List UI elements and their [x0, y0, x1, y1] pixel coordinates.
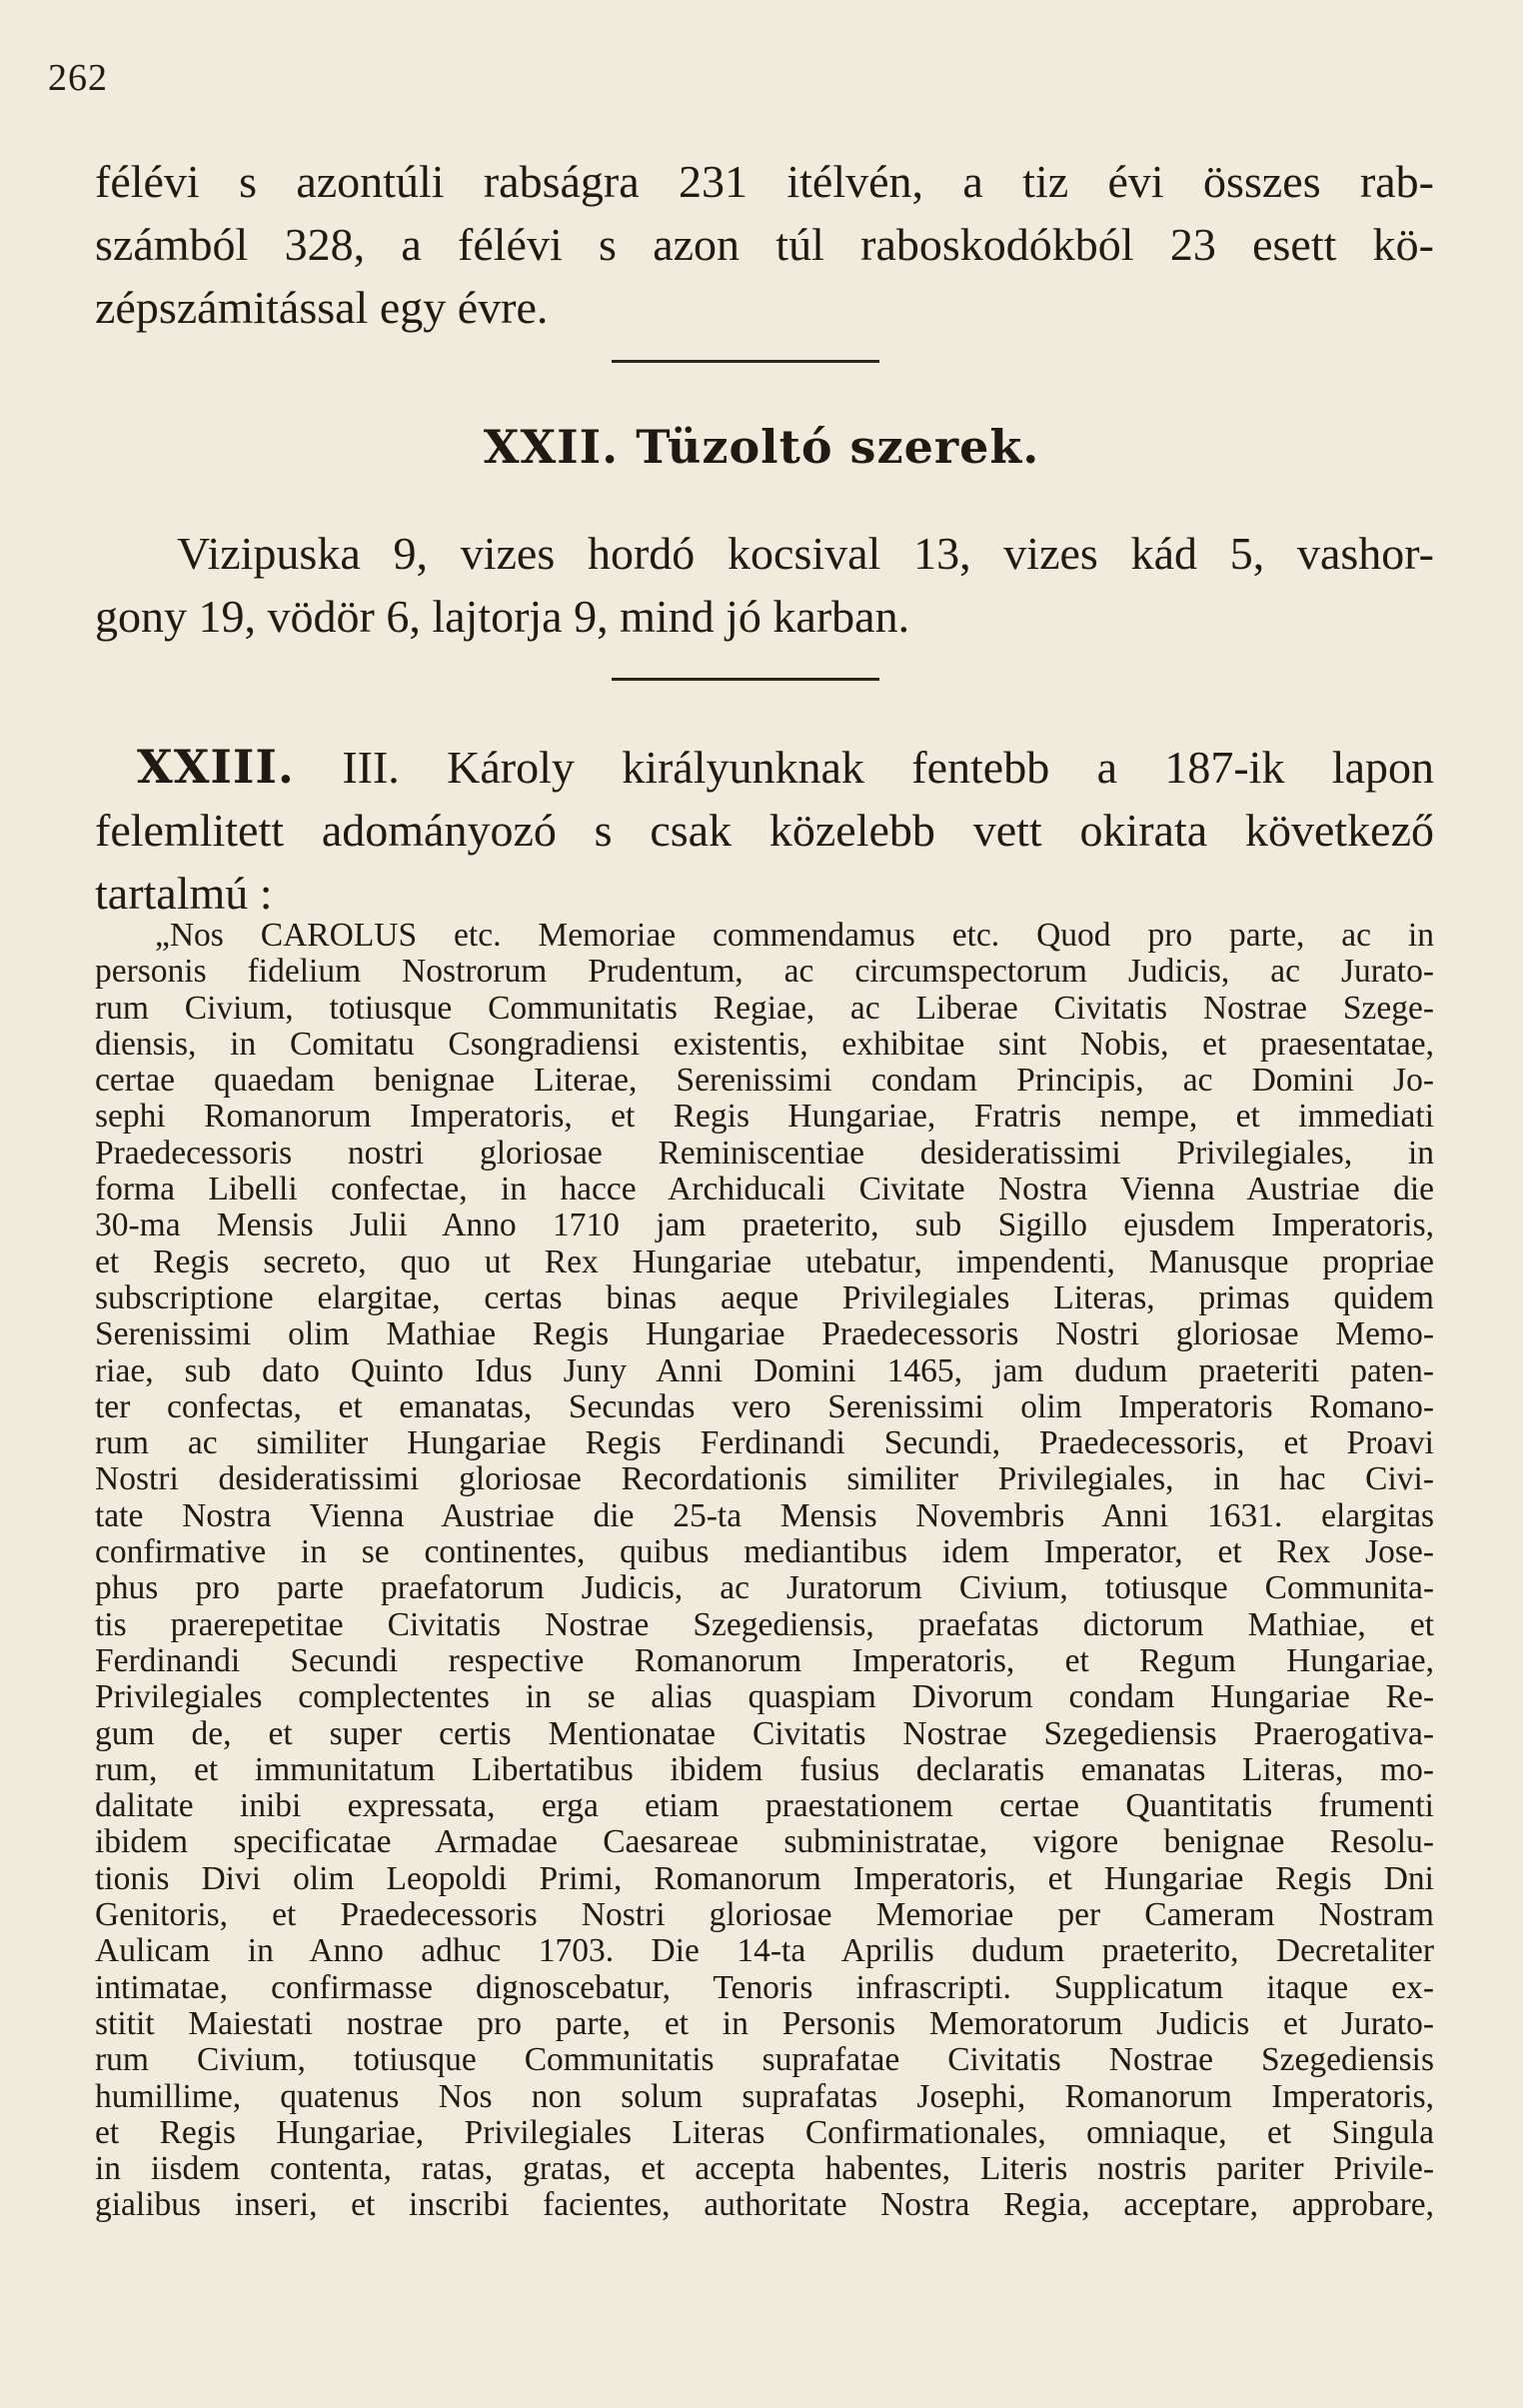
section-heading-22: XXII. Tüzoltó szerek. — [483, 420, 1040, 474]
latin-text-line: personis fidelium Nostrorum Prudentum, ac circumspectorum Judicis, ac Jurato- — [95, 953, 1434, 991]
text-line: gony 19, vödör 6, lajtorja 9, mind jó karban. — [95, 591, 910, 642]
latin-text-line: rum Civium, totiusque Communitatis Regiae, ac Liberae Civitatis Nostrae Szege- — [95, 989, 1434, 1027]
latin-text-line: sephi Romanorum Imperatoris, et Regis Hungariae, Fratris nempe, et immediati — [95, 1098, 1434, 1136]
section-23-intro: III. Károly királyunknak fentebb a 187-ik lapon — [342, 742, 1434, 793]
latin-text-line: forma Libelli confectae, in hacce Archiducali Civitate Nostra Vienna Austriae die — [95, 1171, 1434, 1208]
latin-text-line: confirmative in se continentes, quibus mediantibus idem Imperator, et Rex Jose- — [95, 1533, 1434, 1571]
latin-text-line: et Regis secreto, quo ut Rex Hungariae utebatur, impendenti, Manusque propriae — [95, 1242, 1434, 1280]
page-number: 262 — [48, 57, 108, 99]
latin-text-line: riae, sub dato Quinto Idus Juny Anni Domini 1465, jam dudum praeteriti paten- — [95, 1351, 1434, 1389]
latin-text-line: Aulicam in Anno adhuc 1703. Die 14-ta Aprilis dudum praeterito, Decretaliter — [95, 1932, 1434, 1970]
intro-paragraph — [95, 150, 1434, 339]
section-number-23: XXIII. — [137, 740, 295, 794]
latin-text-line: Praedecessoris nostri gloriosae Reminiscentiae desideratissimi Privilegiales, in — [95, 1134, 1434, 1172]
latin-text-line: ibidem specificatae Armadae Caesareae subministratae, vigore benignae Resolu- — [95, 1823, 1434, 1861]
latin-text-line: in iisdem contenta, ratas, gratas, et accepta habentes, Literis nostris pariter Privile- — [95, 2150, 1434, 2188]
section-23-paragraph — [95, 736, 1434, 925]
latin-text-line: diensis, in Comitatu Csongradiensi existentis, exhibitae sint Nobis, et praesentatae, — [95, 1025, 1434, 1063]
text-line: Vizipuska 9, vizes hordó kocsival 13, vizes kád 5, vashor- — [177, 528, 1434, 579]
latin-text-line: rum Civium, totiusque Communitatis suprafatae Civitatis Nostrae Szegediensis — [95, 2041, 1434, 2079]
text-line: tartalmú : — [95, 868, 273, 919]
latin-text-line: dalitate inibi expressata, erga etiam praestationem certae Quantitatis frumenti — [95, 1787, 1434, 1825]
latin-text-line: humillime, quatenus Nos non solum suprafatas Josephi, Romanorum Imperatoris, — [95, 2077, 1434, 2115]
latin-text-line: stitit Maiestati nostrae pro parte, et in Personis Memoratorum Judicis et Jurato- — [95, 2004, 1434, 2042]
latin-text-line: tate Nostra Vienna Austriae die 25-ta Mensis Novembris Anni 1631. elargitas — [95, 1496, 1434, 1534]
latin-text-line: phus pro parte praefatorum Judicis, ac Juratorum Civium, totiusque Communita- — [95, 1569, 1434, 1607]
latin-text-line: ter confectas, et emanatas, Secundas vero Serenissimi olim Imperatoris Romano- — [95, 1387, 1434, 1425]
latin-text-line: certae quaedam benignae Literae, Serenissimi condam Principis, ac Domini Jo- — [95, 1062, 1434, 1100]
latin-text-line: Privilegiales complectentes in se alias quaspiam Divorum condam Hungariae Re- — [95, 1678, 1434, 1716]
text-line: zépszámitással egy évre. — [95, 282, 549, 333]
latin-text-line: gialibus inseri, et inscribi facientes, authoritate Nostra Regia, acceptare, approbare, — [95, 2186, 1434, 2224]
latin-text-line: gum de, et super certis Mentionatae Civitatis Nostrae Szegediensis Praerogativa- — [95, 1714, 1434, 1752]
text-line: számból 328, a félévi s azon túl raboskodókból 23 esett kö- — [95, 219, 1434, 270]
latin-text-line: Nostri desideratissimi gloriosae Recordationis similiter Privilegiales, in hac Civi- — [95, 1460, 1434, 1498]
latin-text-line: rum, et immunitatum Libertatibus ibidem fusius declaratis emanatas Literas, mo- — [95, 1750, 1434, 1788]
latin-text-line: Serenissimi olim Mathiae Regis Hungariae Praedecessoris Nostri gloriosae Memo- — [95, 1315, 1434, 1353]
latin-text-line: subscriptione elargitae, certas binas aeque Privilegiales Literas, primas quidem — [95, 1278, 1434, 1316]
latin-text-line: et Regis Hungariae, Privilegiales Literas Confirmationales, omniaque, et Singula — [95, 2113, 1434, 2151]
section-divider — [612, 360, 879, 363]
latin-text-line: Ferdinandi Secundi respective Romanorum Imperatoris, et Regum Hungariae, — [95, 1641, 1434, 1679]
latin-text-line: rum ac similiter Hungariae Regis Ferdinandi Secundi, Praedecessoris, et Proavi — [95, 1424, 1434, 1462]
latin-charter-text — [95, 918, 1434, 2224]
section-22-paragraph — [95, 522, 1434, 648]
text-line: felemlitett adományozó s csak közelebb vett okirata következő — [95, 805, 1434, 856]
section-divider — [612, 678, 879, 681]
text-line: félévi s azontúli rabságra 231 itélvén, a tiz évi összes rab- — [95, 156, 1434, 207]
latin-text-line: 30-ma Mensis Julii Anno 1710 jam praeterito, sub Sigillo ejusdem Imperatoris, — [95, 1206, 1434, 1244]
latin-text-line: tis praerepetitae Civitatis Nostrae Szegediensis, praefatas dictorum Mathiae, et — [95, 1605, 1434, 1643]
latin-text-line: Genitoris, et Praedecessoris Nostri gloriosae Memoriae per Cameram Nostram — [95, 1896, 1434, 1934]
latin-text-line: „Nos CAROLUS etc. Memoriae commendamus etc. Quod pro parte, ac in — [155, 917, 1434, 954]
text-line — [95, 736, 1434, 799]
latin-text-line: intimatae, confirmasse dignoscebatur, Tenoris infrascripti. Supplicatum itaque ex- — [95, 1968, 1434, 2006]
latin-text-line: tionis Divi olim Leopoldi Primi, Romanorum Imperatoris, et Hungariae Regis Dni — [95, 1859, 1434, 1897]
